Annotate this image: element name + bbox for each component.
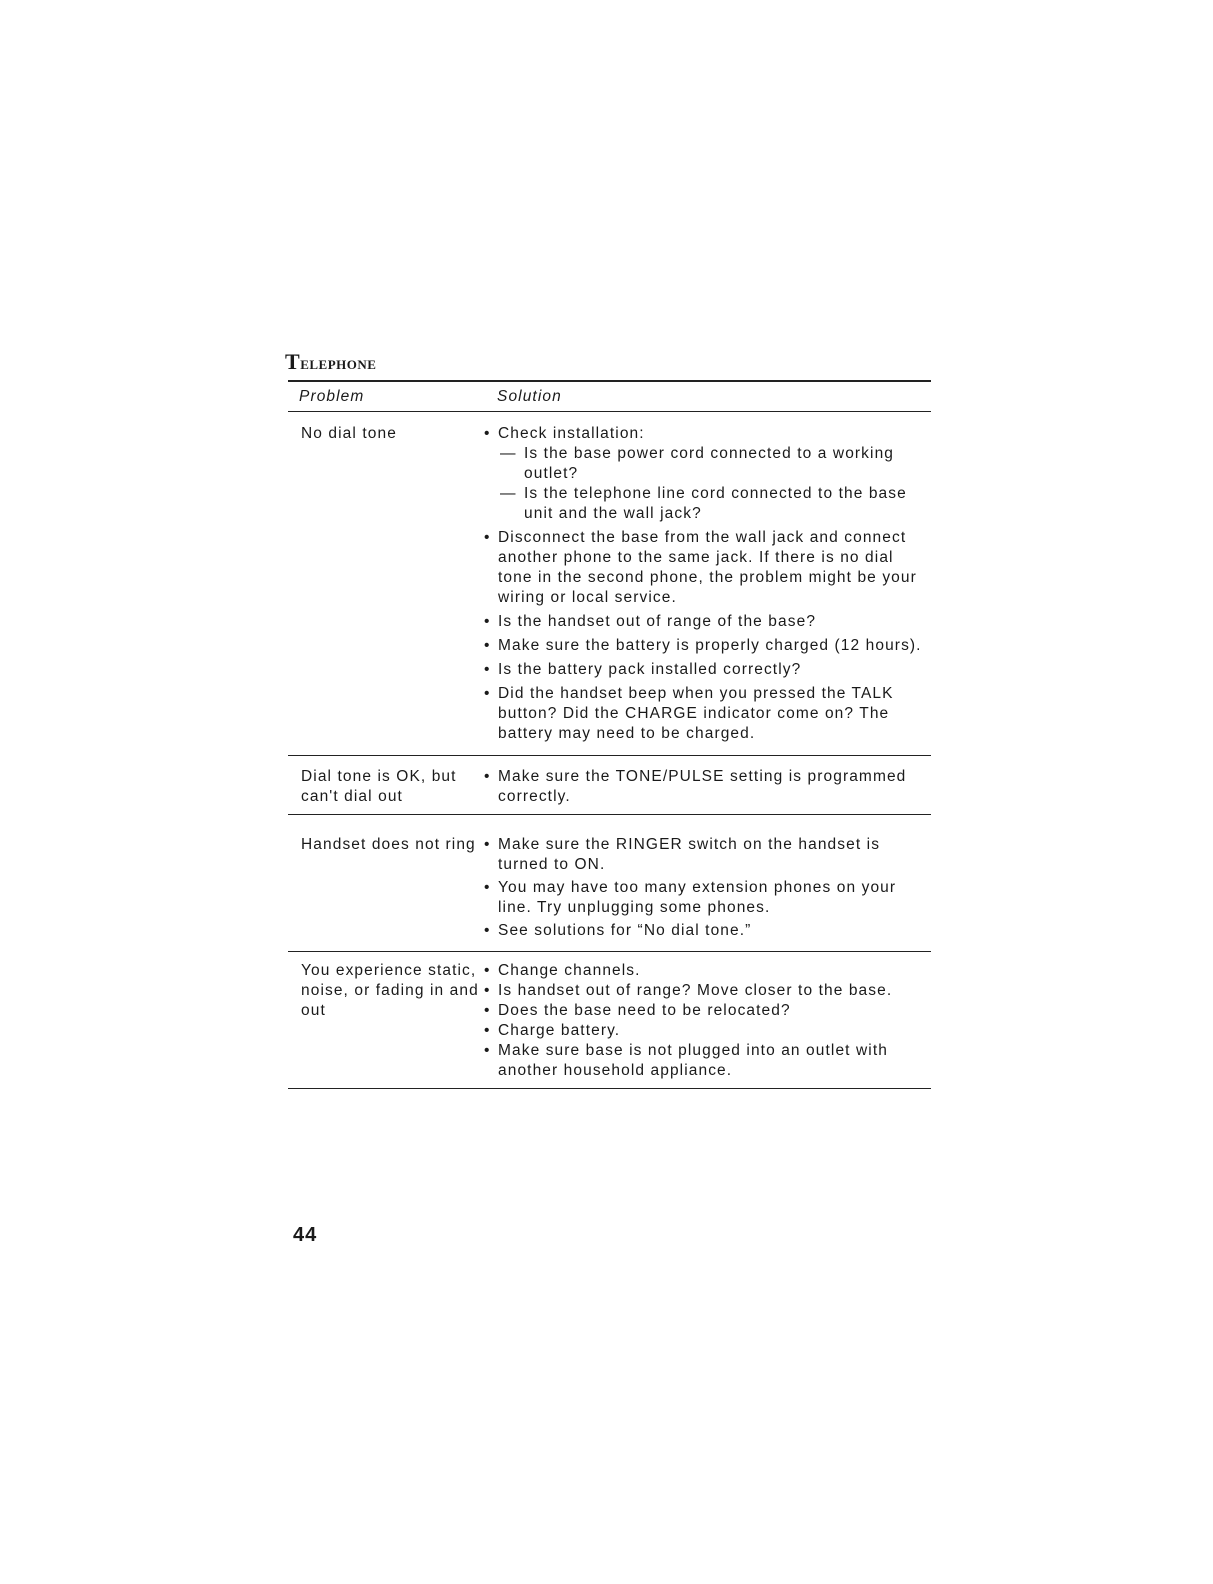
page-number: 44 xyxy=(293,1224,318,1246)
table-row xyxy=(288,952,931,1089)
table-row xyxy=(288,815,931,952)
section-title-rest: elephone xyxy=(300,353,377,374)
solution-cell xyxy=(484,961,931,1081)
header-problem: Problem xyxy=(299,388,365,405)
sub-item: — Is the base power cord connected to a working outlet? xyxy=(498,444,931,484)
solution-list xyxy=(484,767,931,807)
solution-item: • Make sure the TONE/PULSE setting is programmed correctly. xyxy=(484,767,931,807)
solution-list xyxy=(484,424,931,744)
problem-cell: Dial tone is OK, but can't dial out xyxy=(301,768,457,805)
solution-item: • Is handset out of range? Move closer to the base. xyxy=(484,981,931,1001)
solution-item: • Charge battery. xyxy=(484,1021,931,1041)
solution-cell xyxy=(484,424,931,748)
problem-cell: No dial tone xyxy=(301,425,397,442)
solution-item: • You may have too many extension phones on your line. Try unplugging some phones. xyxy=(484,878,931,918)
solution-item xyxy=(484,424,931,524)
solution-item: • Disconnect the base from the wall jack and connect another phone to the same jack. If there is no dial tone in the second phone, the problem might be your wiring or local service. xyxy=(484,528,931,608)
solution-cell xyxy=(484,767,931,807)
table-header xyxy=(288,380,931,412)
solution-item: • Make sure the RINGER switch on the handset is turned to ON. xyxy=(484,835,931,875)
solution-list xyxy=(484,835,931,941)
table-row xyxy=(288,412,931,756)
troubleshooting-table xyxy=(288,380,931,1089)
section-title-initial: T xyxy=(285,349,301,374)
solution-item: • Change channels. xyxy=(484,961,931,981)
solution-item: • See solutions for “No dial tone.” xyxy=(484,921,931,941)
problem-cell: You experience static, noise, or fading in and out xyxy=(301,962,479,1019)
section-title xyxy=(285,349,376,375)
solution-item: • Is the handset out of range of the base? xyxy=(484,612,931,632)
solution-item: • Does the base need to be relocated? xyxy=(484,1001,931,1021)
solution-text: Check installation: xyxy=(498,425,645,442)
solution-cell xyxy=(484,835,931,944)
solution-list xyxy=(484,961,931,1081)
solution-item: • Make sure base is not plugged into an outlet with another household appliance. xyxy=(484,1041,931,1081)
header-solution: Solution xyxy=(497,388,562,405)
solution-item: • Is the battery pack installed correctly? xyxy=(484,660,931,680)
table-row xyxy=(288,756,931,815)
solution-item: • Did the handset beep when you pressed the TALK button? Did the CHARGE indicator come on? The battery may need to be charged. xyxy=(484,684,931,744)
sub-list xyxy=(498,444,931,524)
problem-cell: Handset does not ring xyxy=(301,836,476,853)
solution-item: • Make sure the battery is properly charged (12 hours). xyxy=(484,636,931,656)
sub-item: — Is the telephone line cord connected to the base unit and the wall jack? xyxy=(498,484,931,524)
